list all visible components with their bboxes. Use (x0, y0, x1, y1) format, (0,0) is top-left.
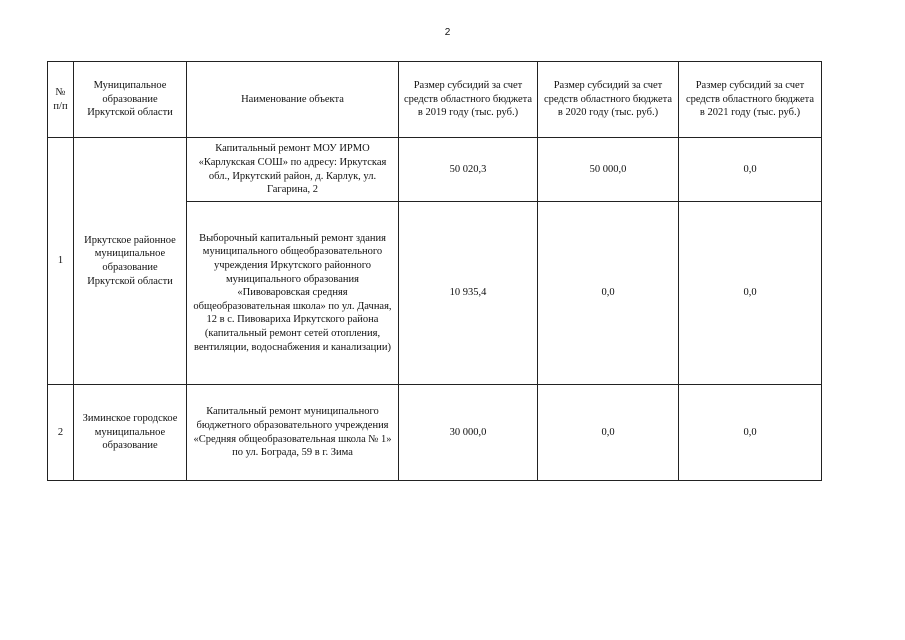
object-name-cell: Капитальный ремонт МОУ ИРМО «Карлукская СОШ» по адресу: Иркутская обл., Иркутский район, д. Карлук, ул. Гагарина, 2 (187, 138, 399, 202)
table-header-row (48, 62, 822, 138)
subsidy-2021-cell: 0,0 (679, 202, 822, 385)
subsidy-2020-cell: 0,0 (538, 385, 679, 481)
subsidy-2020-cell: 50 000,0 (538, 138, 679, 202)
header-object: Наименование объекта (187, 62, 399, 138)
municipality-cell: Зиминское городское муниципальное образование (74, 385, 187, 481)
subsidies-table (47, 61, 822, 481)
header-2020: Размер субсидий за счет средств областного бюджета в 2020 году (тыс. руб.) (538, 62, 679, 138)
header-num: № п/п (48, 62, 74, 138)
row-number: 1 (48, 138, 74, 385)
object-name-cell: Капитальный ремонт муниципального бюджетного образовательного учреждения «Средняя общеобразовательная школа № 1» по ул. Бограда, 59 в г. Зима (187, 385, 399, 481)
header-municipality: Муниципальное образование Иркутской области (74, 62, 187, 138)
object-name-cell: Выборочный капитальный ремонт здания муниципального общеобразовательного учреждения Иркутского районного муниципального образования «Пивоваровская средняя общеобразовательная школа» по ул. Дачная, 12 в с. Пивовариха Иркутского района (капитальный ремонт сетей отопления, вентиляции, водоснабжения и канализации) (187, 202, 399, 385)
table-row (48, 138, 822, 202)
subsidy-2020-cell: 0,0 (538, 202, 679, 385)
header-2019: Размер субсидий за счет средств областного бюджета в 2019 году (тыс. руб.) (399, 62, 538, 138)
subsidy-2019-cell: 30 000,0 (399, 385, 538, 481)
subsidy-2021-cell: 0,0 (679, 385, 822, 481)
municipality-cell: Иркутское районное муниципальное образование Иркутской области (74, 138, 187, 385)
header-2021: Размер субсидий за счет средств областного бюджета в 2021 году (тыс. руб.) (679, 62, 822, 138)
page-number: 2 (444, 27, 451, 38)
subsidy-2019-cell: 50 020,3 (399, 138, 538, 202)
table-row (48, 385, 822, 481)
subsidy-2021-cell: 0,0 (679, 138, 822, 202)
row-number: 2 (48, 385, 74, 481)
subsidy-2019-cell: 10 935,4 (399, 202, 538, 385)
